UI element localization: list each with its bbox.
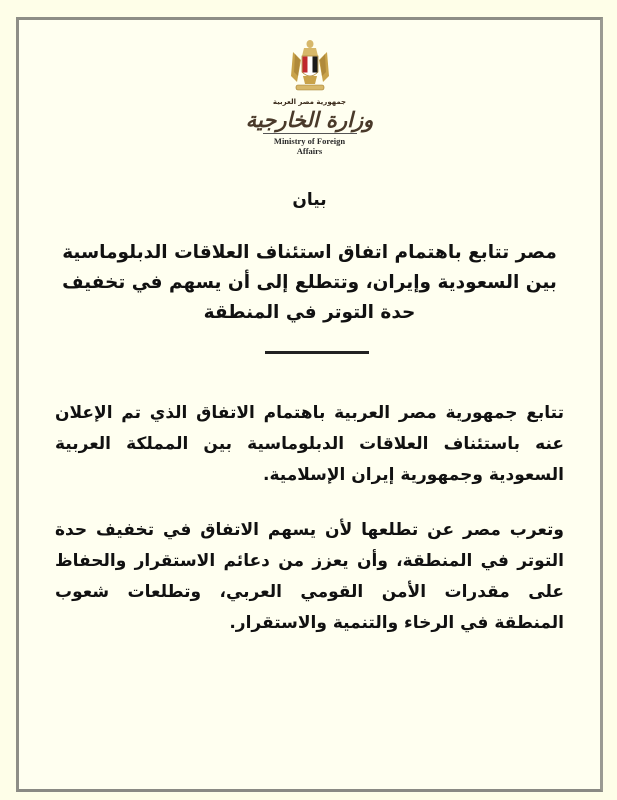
statement-headline: مصر تتابع باهتمام اتفاق استئناف العلاقات الدبلوماسية بين السعودية وإيران، وتتطلع إلى أن يسهم في تخفيف حدة التوتر في المنطقة (62, 242, 557, 323)
country-name-arabic: جمهورية مصر العربية (272, 98, 347, 106)
document-frame (16, 17, 603, 792)
ministry-name-english: Ministry of Foreign Affairs (263, 133, 357, 156)
ministry-name-arabic: وزارة الخارجية (245, 107, 374, 132)
document-type-label: بيان (292, 190, 327, 210)
headline-divider (265, 351, 369, 354)
statement-paragraph-2: وتعرب مصر عن تطلعها لأن يسهم الاتفاق في تخفيف حدة التوتر في المنطقة، وأن يعزز من دعائم الاستقرار والحفاظ على مقدرات الأمن القومي العربي، وتطلعات شعوب المنطقة في الرخاء والتنمية والاستقرار. (55, 520, 564, 633)
statement-paragraph-1: تتابع جمهورية مصر العربية باهتمام الاتفاق الذي تم الإعلان عنه باستئناف العلاقات الدبلوماسية بين المملكة العربية السعودية وجمهورية إيران الإسلامية. (55, 403, 564, 485)
eagle-of-saladin-emblem-icon (287, 38, 333, 94)
letterhead (19, 38, 600, 156)
